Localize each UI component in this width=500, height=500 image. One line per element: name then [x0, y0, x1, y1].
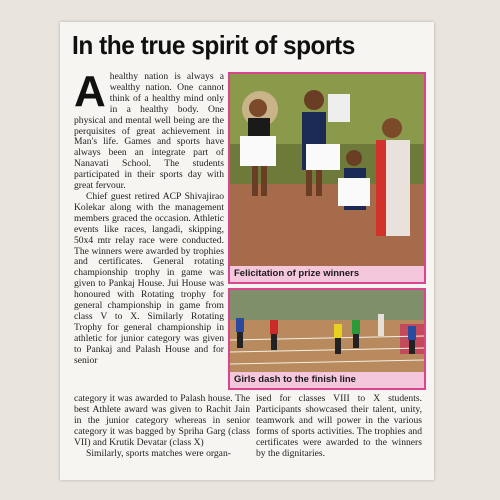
- photo-caption: Felicitation of prize winners: [230, 266, 424, 282]
- article-paragraph: category it was awarded to Palash house. The best Athlete award was given to Rachit Jain in the junior category whereas in senior category it was bagged by Spriha Garg (class VII) and Krutik Devatar (class X): [74, 394, 250, 448]
- newspaper-clipping: [60, 22, 434, 480]
- article-paragraph: Chief guest retired ACP Shivajirao Kolekar along with the management members graced the occasion. Athletic events like races, langadi, skipping, 50x4 mtr relay race were conducted. The winners were awarded by trophies and certificates. General rotating championship trophy in game was given to Pankaj House. Jui House was honoured with Rotating trophy for general championship in game from class V to X. Similarly Rotating Trophy for general championship in athletic for junior category was given to Pankaj and Palash House and for senior: [74, 190, 224, 366]
- photo-girls-dash: [228, 288, 426, 390]
- article-bottom-left-column: [74, 394, 250, 476]
- girls-dash-photo: [230, 290, 424, 372]
- article-paragraph: ised for classes VIII to X students. Participants showcased their talent, unity, teamwork and will power in the various forms of sports activities. The trophies and certificates were awarded to the winners by the dignitaries.: [256, 394, 422, 459]
- prize-winners-photo: [230, 74, 424, 266]
- article-bottom-right-column: [256, 394, 422, 476]
- article-paragraph: Similarly, sports matches were organ-: [86, 447, 231, 459]
- article-left-column: [74, 72, 224, 392]
- article-paragraph-text: healthy nation is always a wealthy nation. One cannot think of a healthy mind only in a healthy body. One physical and mental well being are the perquisites of great achievement in Man's life. Games and sports have always been an integrate part of Nanavati School. The students participated in their sports day with great fervour.: [74, 72, 224, 192]
- drop-cap: A: [74, 72, 106, 116]
- headline: In the true spirit of sports: [72, 30, 355, 60]
- photo-caption: Girls dash to the finish line: [230, 372, 424, 388]
- article-paragraph: [74, 72, 224, 192]
- photo-prize-winners: [228, 72, 426, 284]
